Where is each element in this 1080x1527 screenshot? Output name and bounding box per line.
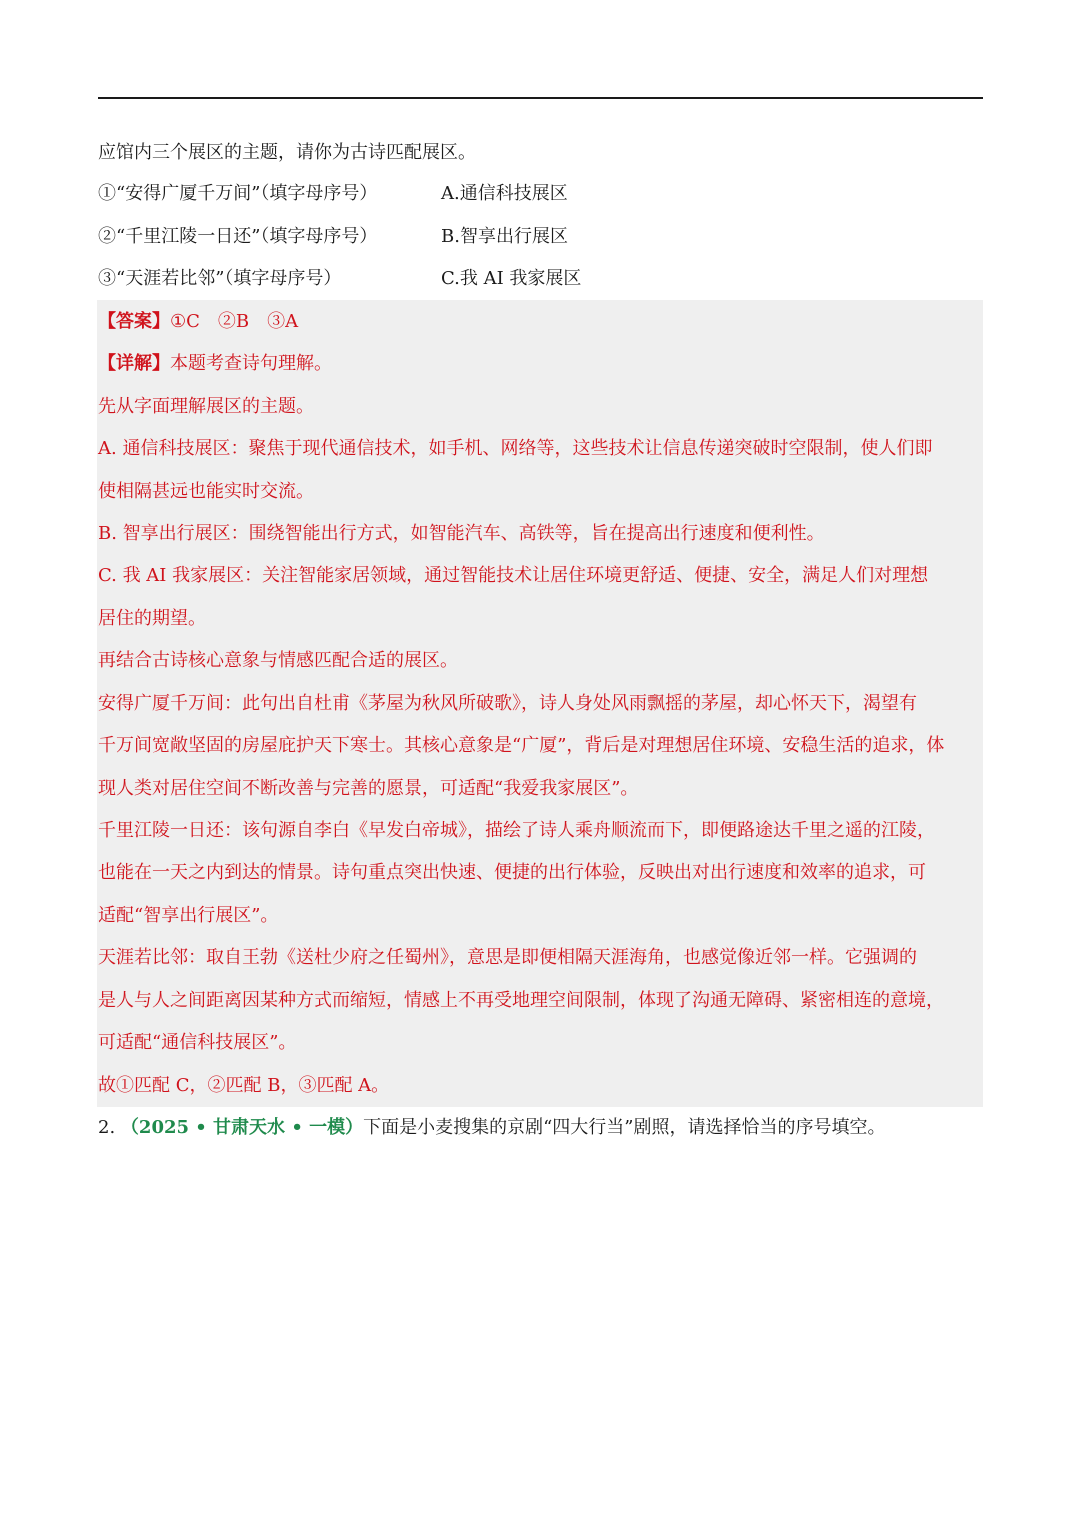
poem-1-line-3: 现人类对居住空间不断改善与完善的愿景，可适配“我爱我家展区”。 [98, 778, 639, 799]
poem-1-line-2: 千万间宽敞坚固的房屋庇护天下寒士。其核心意象是“广厦”，背后是对理想居住环境、安稳生活的追求，体 [98, 735, 945, 756]
poem-2-line-3: 适配“智享出行展区”。 [98, 905, 279, 926]
answer-label: 【答案】 [98, 311, 170, 332]
poem-2-line-2: 也能在一天之内到达的情景。诗句重点突出快速、便捷的出行体验，反映出对出行速度和效率的追求，可 [98, 862, 926, 883]
explanation-intro-line [98, 351, 332, 377]
zone-c-line-2: 居住的期望。 [98, 608, 206, 629]
zone-a-line-1: A. 通信科技展区：聚焦于现代通信技术，如手机、网络等，这些技术让信息传递突破时空限制，使人们即 [98, 438, 933, 459]
match-item-3: ③“天涯若比邻”（填字母序号） [98, 268, 342, 289]
answer-line [98, 309, 298, 335]
answer-value: ①C ②B ③A [170, 311, 299, 332]
explanation-label: 【详解】 [98, 353, 170, 374]
intro-line: 应馆内三个展区的主题，请你为古诗匹配展区。 [98, 142, 476, 163]
poem-3-line-2: 是人与人之间距离因某种方式而缩短，情感上不再受地理空间限制，体现了沟通无障碍、紧密相连的意境， [98, 990, 944, 1011]
poem-3-line-3: 可适配“通信科技展区”。 [98, 1032, 297, 1053]
match-item-2: ②“千里江陵一日还”（填字母序号） [98, 226, 378, 247]
question-2-number: 2. [98, 1117, 116, 1138]
explanation-conclusion: 故①匹配 C，②匹配 B，③匹配 A。 [98, 1075, 390, 1096]
explanation-intro: 本题考查诗句理解。 [170, 353, 332, 374]
match-item-1: ①“安得广厦千万间”（填字母序号） [98, 183, 378, 204]
zone-option-b: B.智享出行展区 [441, 226, 568, 247]
poem-2-line-1: 千里江陵一日还：该句源自李白《早发白帝城》，描绘了诗人乘舟顺流而下，即便路途达千里之遥的江陵， [98, 820, 935, 841]
question-2-meta-open: （ [120, 1117, 139, 1138]
poem-1-line-1: 安得广厦千万间：此句出自杜甫《茅屋为秋风所破歌》，诗人身处风雨飘摇的茅屋，却心怀天下，渴望有 [98, 693, 917, 714]
poem-3-line-1: 天涯若比邻：取自王勃《送杜少府之任蜀州》，意思是即便相隔天涯海角，也感觉像近邻一样。它强调的 [98, 947, 917, 968]
zone-b-line-1: B. 智享出行展区：围绕智能出行方式，如智能汽车、高铁等，旨在提高出行速度和便利性。 [98, 523, 825, 544]
zone-c-line-1: C. 我 AI 我家展区：关注智能家居领域，通过智能技术让居住环境更舒适、便捷、安全，满足人们对理想 [98, 565, 929, 586]
explanation-step-1: 先从字面理解展区的主题。 [98, 396, 314, 417]
question-2 [98, 1115, 886, 1141]
explanation-step-2: 再结合古诗核心意象与情感匹配合适的展区。 [98, 650, 458, 671]
question-2-source: 2025 • 甘肃天水 • 一模 [138, 1117, 346, 1138]
zone-option-c: C.我 AI 我家展区 [441, 268, 582, 289]
header-rule [98, 97, 983, 99]
zone-option-a: A.通信科技展区 [441, 183, 568, 204]
question-2-text: 下面是小麦搜集的京剧“四大行当”剧照，请选择恰当的序号填空。 [363, 1117, 886, 1138]
zone-a-line-2: 使相隔甚远也能实时交流。 [98, 481, 314, 502]
question-2-meta-close: ） [345, 1117, 364, 1138]
